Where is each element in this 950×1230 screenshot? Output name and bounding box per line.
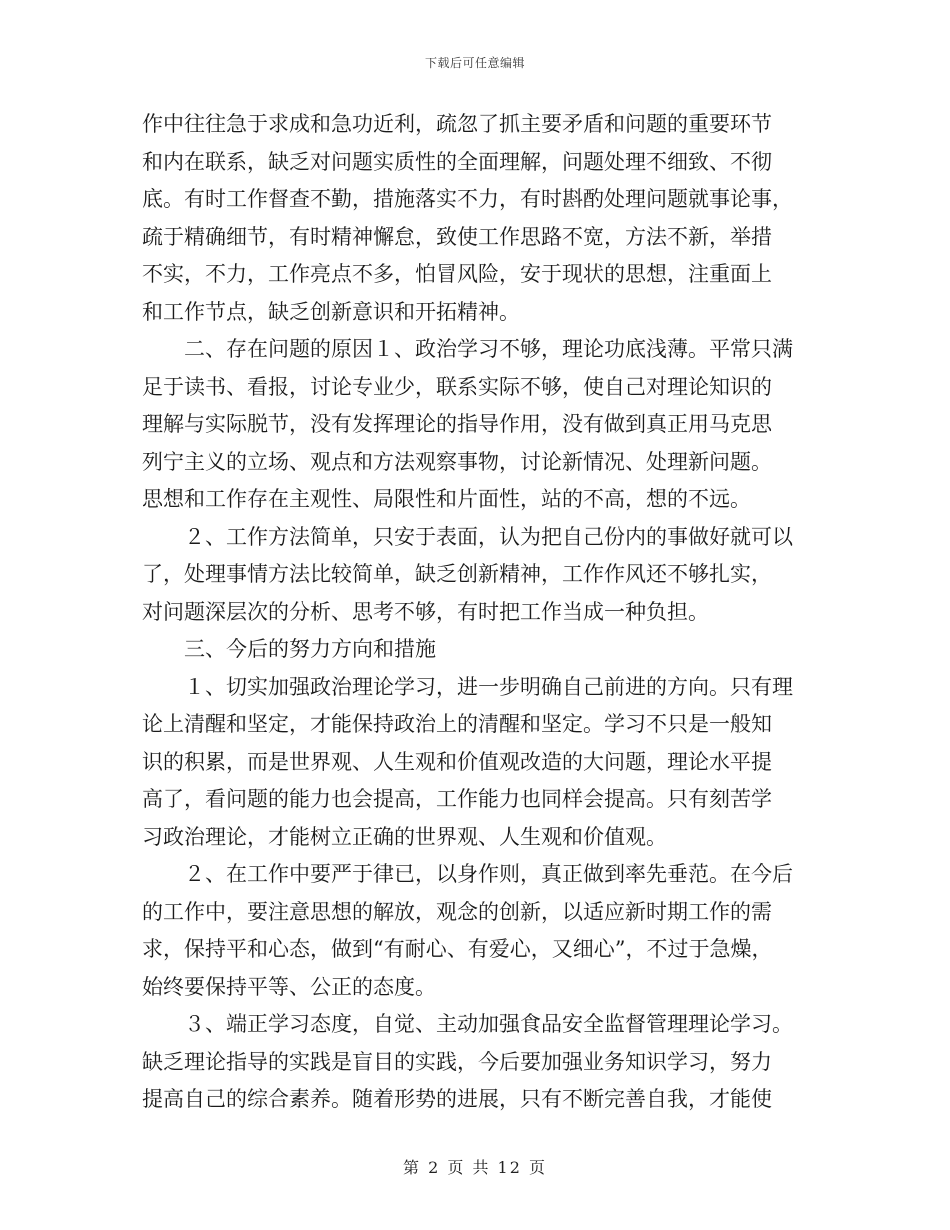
body-text-line: 缺乏理论指导的实践是盲目的实践，今后要加强业务知识学习，努力 bbox=[142, 1049, 772, 1074]
body-text-line: 识的积累，而是世界观、人生观和价值观改造的大问题，理论水平提 bbox=[142, 749, 772, 774]
body-text-line: 底。有时工作督查不勤，措施落实不力，有时斟酌处理问题就事论事， bbox=[142, 187, 793, 211]
body-text-line: 习政治理论，才能树立正确的世界观、人生观和价值观。 bbox=[142, 824, 667, 849]
body-text-line: 疏于精确细节，有时精神懈怠，致使工作思路不宽，方法不新，举措 bbox=[142, 224, 772, 249]
body-text-line: 和工作节点，缺乏创新意识和开拓精神。 bbox=[142, 299, 520, 324]
body-text-line: ３、端正学习态度，自觉、主动加强食品安全监督管理理论学习。 bbox=[142, 1012, 793, 1036]
body-text-line: 不实，不力，工作亮点不多，怕冒风险，安于现状的思想，注重面上 bbox=[142, 262, 772, 286]
body-text-line: 高了，看问题的能力也会提高，工作能力也同样会提高。只有刻苦学 bbox=[142, 787, 772, 811]
body-text-line: ２、工作方法简单，只安于表面，认为把自己份内的事做好就可以 bbox=[142, 524, 793, 549]
body-text-line: 二、存在问题的原因１、政治学习不够，理论功底浅薄。平常只满 bbox=[142, 337, 793, 361]
body-text-line: 的工作中，要注意思想的解放，观念的创新，以适应新时期工作的需 bbox=[142, 899, 772, 924]
body-text-line: 列宁主义的立场、观点和方法观察事物，讨论新情况、处理新问题。 bbox=[142, 449, 772, 474]
body-text-line: 论上清醒和坚定，才能保持政治上的清醒和坚定。学习不只是一般知 bbox=[142, 712, 772, 736]
body-text-line: 三、今后的努力方向和措施 bbox=[142, 637, 436, 661]
body-text-line: 思想和工作存在主观性、局限性和片面性，站的不高，想的不远。 bbox=[142, 487, 751, 511]
body-text-line: 提高自己的综合素养。随着形势的进展，只有不断完善自我，才能使 bbox=[142, 1087, 772, 1111]
body-text-line: １、切实加强政治理论学习，进一步明确自己前进的方向。只有理 bbox=[142, 674, 793, 699]
body-text-line: 对问题深层次的分析、思考不够，有时把工作当成一种负担。 bbox=[142, 599, 709, 624]
body-text-line: ２、在工作中要严于律已，以身作则，真正做到率先垂范。在今后 bbox=[142, 862, 793, 886]
page-footer-number: 第 2 页 共 12 页 bbox=[403, 1158, 547, 1177]
body-text-line: 理解与实际脱节，没有发挥理论的指导作用，没有做到真正用马克思 bbox=[142, 412, 772, 436]
page-header-note: 下载后可任意编辑 bbox=[424, 56, 525, 70]
document-body bbox=[142, 106, 808, 1119]
body-text-line: 和内在联系，缺乏对问题实质性的全面理解，问题处理不细致、不彻 bbox=[142, 149, 772, 174]
body-text-line: 了，处理事情方法比较简单，缺乏创新精神，工作作风还不够扎实， bbox=[142, 562, 772, 586]
body-text-line: 求，保持平和心态，做到“有耐心、有爱心，又细心”，不过于急燥， bbox=[142, 937, 773, 961]
body-text-line: 始终要保持平等、公正的态度。 bbox=[142, 974, 436, 999]
body-text-line: 作中往往急于求成和急功近利，疏忽了抓主要矛盾和问题的重要环节 bbox=[142, 112, 772, 136]
body-text-line: 足于读书、看报，讨论专业少，联系实际不够，使自己对理论知识的 bbox=[142, 374, 772, 399]
